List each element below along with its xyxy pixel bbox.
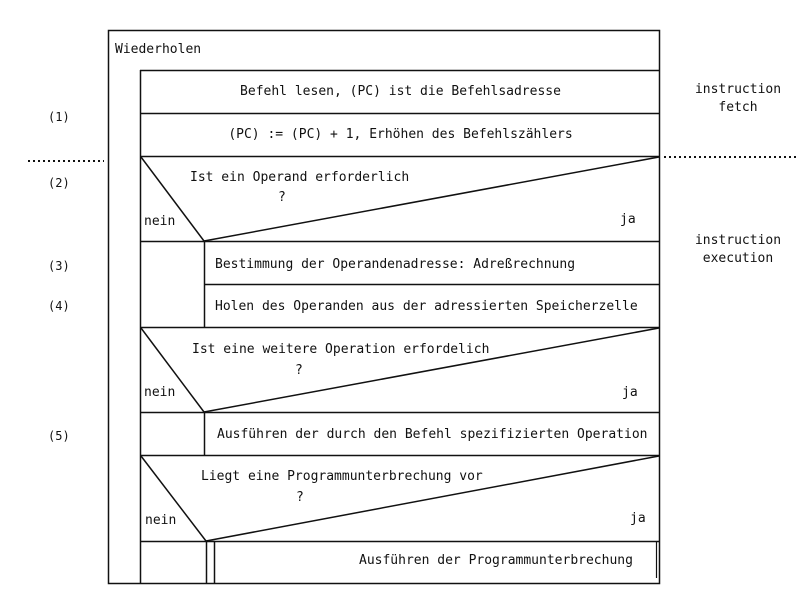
step-fetch-operand: Holen des Operanden aus der adressierten Speicherzelle [215,299,638,314]
decision2-no-label: nein [144,385,176,400]
step-number-3: (3) [48,259,70,273]
decision1-yes-label: ja [620,212,636,227]
phase-fetch-line1: instruction [694,82,782,97]
step-number-5: (5) [48,429,70,443]
step-interrupt: Ausführen der Programmunterbrechung [359,553,633,568]
decision3-question: Liegt eine Programmunterbrechung vor [201,469,483,484]
phase-exec-line1: instruction [694,233,782,248]
step-number-2: (2) [48,176,70,190]
phase-exec-line2: execution [702,251,774,266]
step-execute-operation: Ausführen der durch den Befehl spezifizierten Operation [217,427,648,442]
decision1-question: Ist ein Operand erforderlich [190,170,410,185]
decision2-question-mark: ? [295,363,303,378]
decision3-yes-label: ja [630,511,646,526]
decision3-no-label: nein [145,513,177,528]
step-operand-address: Bestimmung der Operandenadresse: Adreßrechnung [215,257,576,272]
step-number-4: (4) [48,299,70,313]
decision2-diag-right [204,328,659,412]
decision1-no-label: nein [144,214,176,229]
step-fetch-increment: (PC) := (PC) + 1, Erhöhen des Befehlszählers [228,127,573,142]
step-fetch-read: Befehl lesen, (PC) ist die Befehlsadresse [240,84,561,99]
decision2-yes-label: ja [622,385,638,400]
loop-label: Wiederholen [115,42,202,57]
step-number-1: (1) [48,110,70,124]
phase-fetch-line2: fetch [718,100,758,115]
decision2-question: Ist eine weitere Operation erfordelich [192,342,490,357]
decision3-question-mark: ? [296,490,304,505]
decision1-question-mark: ? [278,190,286,205]
